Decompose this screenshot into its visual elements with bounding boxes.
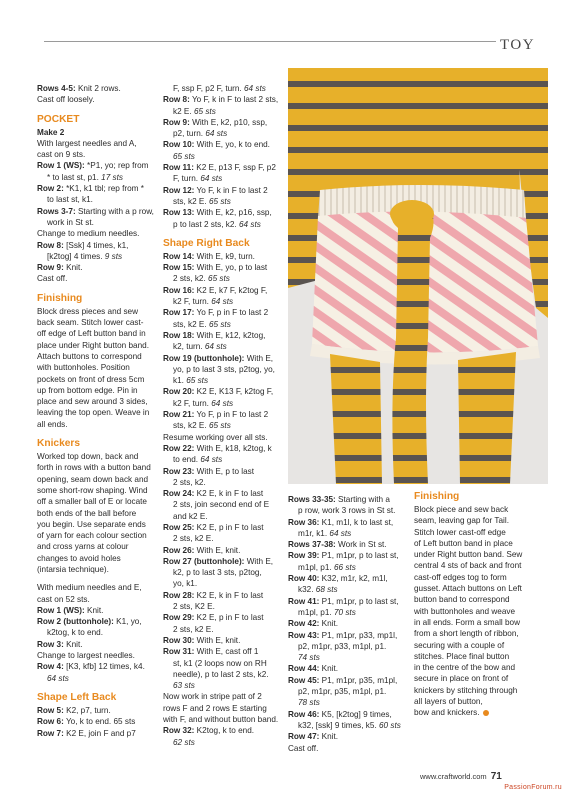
- shape-left-back-heading: Shape Left Back: [37, 691, 117, 703]
- footer: [420, 771, 502, 782]
- header-rule: [44, 41, 520, 42]
- section-label: TOY: [496, 37, 541, 54]
- finishing-heading-1: Finishing: [37, 292, 83, 304]
- pocket-heading: POCKET: [37, 113, 80, 125]
- column-2: F, ssp F, p2 F, turn. 64 sts Row 8: Yo F, k in F to last 2 sts, k2 E. 65 sts Row 9: With E, k2, p10, ssp, p2, turn. 64 sts Row 10: With E, yo, k to end. 65 sts Row 11: K2 E, p13 F, ssp F, p2 F, turn. 64 sts Row 12: Yo F, k in F to last 2 sts, k2 E. 65 sts Row 13: With E, k2, p16, ssp, p to last 2 sts, k2. 64 sts Shape Right Back Row 14: With E, k9, turn. Row 15: With E, yo, p to last 2 sts, k2. 65 sts Row 16: K2 E, k7 F, k2tog F, k2 F, turn. 64 sts Row 17: Yo F, p in F to last 2 sts, k2 E. 65 sts Row 18: With E, k12, k2tog, k2, turn. 64 sts Row 19 (buttonhole): With E, yo, p to last 3 sts, p2tog, yo, k1. 65 sts Row 20: K2 E, K13 F, k2tog F, k2 F, turn. 64 sts Row 21: Yo F, p in F to last 2 sts, k2 E. 65 sts Resume working over all sts. Row 22: With E, k18, k2tog, k to end. 64 sts Row 23: With E, p to last 2 sts, k2. Row 24: K2 E, k in F to last 2 sts, join second end of E and k2 E. Row 25: K2 E, p in F to last 2 sts, k2 E. Row 26: With E, knit. Row 27 (buttonhole): With E, k2, p to last 3 sts, p2tog, yo, k1. Row 28: K2 E, k in F to last 2 sts, K2 E. Row 29: K2 E, p in F to last 2 sts, k2 E. Row 30: With E, knit. Row 31: With E, cast off 1 st, k1 (2 loops now on RH needle), p to last 2 sts, k2. 63 sts Now work in stripe patt of 2 rows F and 2 rows E starting with F, and without button band. Row 32: K2tog, k to end. 62 sts: [163, 83, 283, 748]
- page-number: 71: [490, 771, 502, 782]
- shape-right-back-heading: Shape Right Back: [163, 237, 250, 249]
- column-3: Rows 33-35: Starting with a p row, work 3 rows in St st. Row 36: K1, m1l, k to last st, m1r, k1. 64 sts Rows 37-38: Work in St st. Row 39: P1, m1pr, p to last st, m1pl, p1. 66 sts Row 40: K32, m1r, k2, m1l, k32. 68 sts Row 41: P1, m1pr, p to last st, m1pl, p1. 70 sts Row 42: Knit. Row 43: P1, m1pr, p33, mp1l, p2, m1pr, p33, m1pl, p1. 74 sts Row 44: Knit. Row 45: P1, m1pr, p35, m1pl, p2, m1pr, p35, m1pl, p1. 78 sts Row 46: K5, [k2tog] 9 times, k32, [ssk] 9 times, k5. 60 sts Row 47: Knit. Cast off.: [288, 495, 401, 753]
- column-4: Finishing Block piece and sew back seam, leaving gap for Tail. Stitch lower cast-off edge of Left button band in place under Right button band. Sew central 4 sts of back and front cast-off edges tog to form gusset. Attach buttons on Left button band to correspond with buttonholes and weave in all ends. Form a small bow from a short length of ribbon, securing with a couple of stitches. Place final button in the centre of the bow and secure in place on front of knickers by stitching through all layers of button, bow and knickers.: [414, 490, 544, 719]
- knickers-heading: Knickers: [37, 438, 81, 450]
- watermark: PassionForum.ru: [504, 784, 562, 791]
- end-mark-icon: [483, 710, 489, 716]
- knitted-toy-image: [288, 68, 548, 484]
- site-url[interactable]: www.craftworld.com: [420, 772, 487, 781]
- finishing-heading-2: Finishing: [414, 491, 460, 502]
- toy-photo: [288, 68, 548, 484]
- column-1: Rows 4-5: Knit 2 rows. Cast off loosely. POCKET Make 2 With largest needles and A, cast on 9 sts. Row 1 (WS): *P1, yo; rep from * to last st, p1. 17 sts Row 2: *K1, k1 tbl; rep from * to last st, k1. Rows 3-7: Starting with a p row, work in St st. Change to medium needles. Row 8: [Ssk] 4 times, k1, [k2tog] 4 times. 9 sts Row 9: Knit. Cast off. Finishing Block dress pieces and sew back seam. Stitch lower cast- off edge of Left button band in place under Right button band. Attach buttons to correspond with buttonholes. Position pockets on front of dress 5cm up from bottom edge. Pin in place and sew around 3 sides, leaving the top open. Weave in all ends. Knickers Worked top down, back and forth in rows with a button band opening, seam down back and some short-row shaping. Wind off a smaller ball of E or locate both ends of the ball before you begin. Use separate ends of yarn for each colour section and cross yarns at colour changes to avoid holes (intarsia technique). With medium needles and E, cast on 52 sts. Row 1 (WS): Knit. Row 2 (buttonhole): K1, yo, k2tog, k to end. Row 3: Knit. Change to largest needles. Row 4: [K3, kfb] 12 times, k4. 64 sts Shape Left Back Row 5: K2, p7, turn. Row 6: Yo, k to end. 65 sts Row 7: K2 E, join F and p7: [37, 84, 154, 738]
